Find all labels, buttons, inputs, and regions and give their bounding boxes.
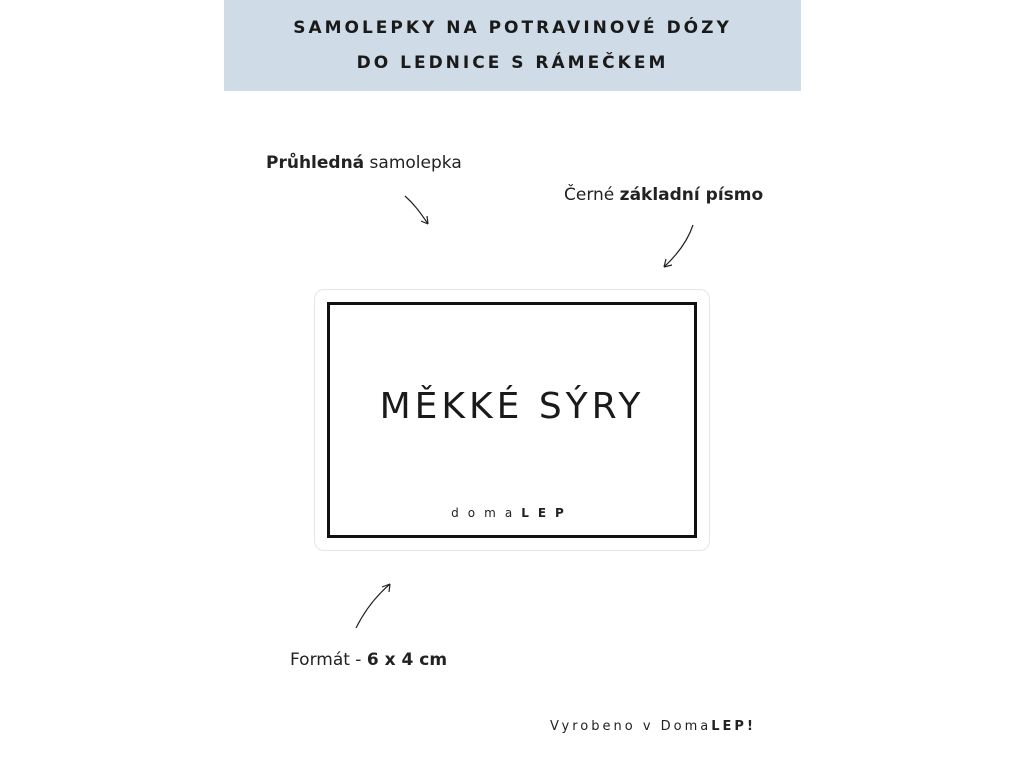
footer-bold: LEP! [711,719,756,734]
arrow-2-icon [658,222,698,272]
footer-text: Vyrobeno v Doma [550,719,712,734]
sticker-title: MĚKKÉ SÝRY [379,386,645,427]
callout-transparent-bold: Průhledná [266,153,365,173]
header-title-line-2: DO LEDNICE S RÁMEČKEM [356,53,669,73]
sticker-brand-light: doma [451,506,522,520]
callout-font-plain: Černé [564,185,620,205]
arrow-1-icon [400,192,440,232]
sticker-preview [314,289,710,551]
footer-note [550,719,756,734]
sticker-brand [315,506,709,520]
sticker-brand-bold: LEP [521,506,573,520]
callout-transparent-sticker [266,153,462,173]
callout-transparent-rest: samolepka [364,153,462,173]
arrow-3-icon [352,580,397,632]
callout-format [290,650,447,670]
header-band [224,0,801,91]
callout-format-plain: Formát - [290,650,367,670]
callout-font-bold: základní písmo [619,185,764,205]
callout-format-bold: 6 x 4 cm [366,650,448,670]
callout-black-font [564,185,763,205]
header-title-line-1: SAMOLEPKY NA POTRAVINOVÉ DÓZY [293,18,732,38]
